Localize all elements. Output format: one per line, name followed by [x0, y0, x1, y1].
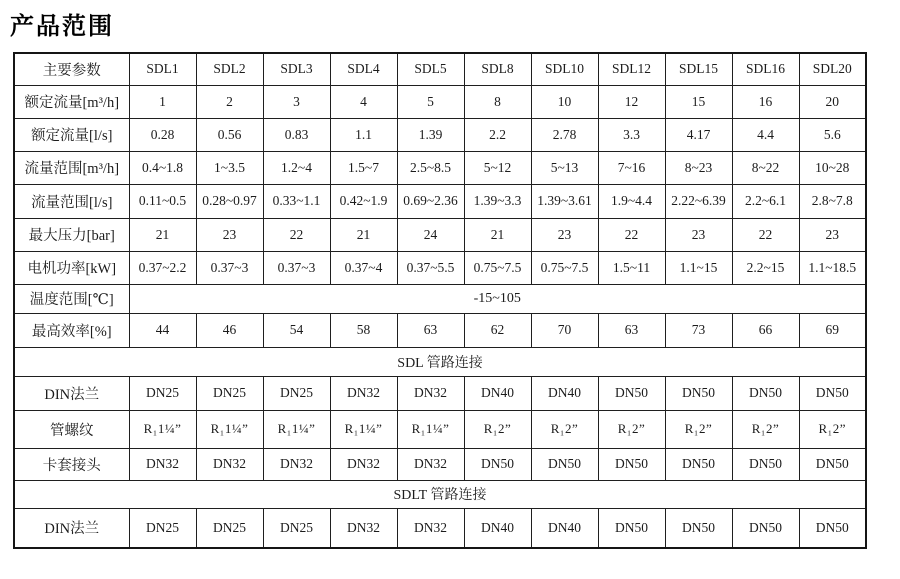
value-cell: DN32: [129, 448, 196, 480]
value-cell: 15: [665, 85, 732, 118]
row-label-cell: DIN法兰: [14, 508, 129, 548]
value-cell: R₁2”: [531, 410, 598, 448]
value-cell: 0.37~4: [330, 251, 397, 284]
value-cell: DN40: [464, 508, 531, 548]
table-row: [14, 284, 866, 313]
value-cell: 0.33~1.1: [263, 184, 330, 218]
row-label-cell: 温度范围[℃]: [14, 284, 129, 313]
value-cell: DN50: [665, 508, 732, 548]
value-cell: DN50: [665, 376, 732, 410]
value-cell: 4: [330, 85, 397, 118]
value-cell: 21: [330, 218, 397, 251]
product-range-table: [13, 52, 867, 549]
value-cell: 2.2: [464, 118, 531, 151]
value-cell: 1.1~15: [665, 251, 732, 284]
value-cell: 5~13: [531, 151, 598, 184]
value-cell: R₁1¼”: [263, 410, 330, 448]
value-cell: DN25: [263, 376, 330, 410]
value-cell: 12: [598, 85, 665, 118]
value-cell: 63: [397, 313, 464, 347]
value-cell: DN25: [129, 508, 196, 548]
value-cell: DN50: [598, 376, 665, 410]
value-cell: 1.2~4: [263, 151, 330, 184]
value-cell: DN32: [330, 508, 397, 548]
row-label-cell: 最高效率[%]: [14, 313, 129, 347]
section-span-cell: SDL 管路连接: [14, 347, 866, 376]
value-cell: 20: [799, 85, 866, 118]
value-cell: 54: [263, 313, 330, 347]
value-cell: 1.9~4.4: [598, 184, 665, 218]
row-label-cell: 电机功率[kW]: [14, 251, 129, 284]
value-cell: 0.37~5.5: [397, 251, 464, 284]
table-row: [14, 410, 866, 448]
column-header-cell: SDL12: [598, 53, 665, 85]
span-value-cell: -15~105: [129, 284, 866, 313]
value-cell: DN32: [330, 376, 397, 410]
column-header-cell: SDL5: [397, 53, 464, 85]
value-cell: 22: [263, 218, 330, 251]
table-row: [14, 118, 866, 151]
table-row: [14, 85, 866, 118]
row-label-cell: 额定流量[m³/h]: [14, 85, 129, 118]
value-cell: 0.28~0.97: [196, 184, 263, 218]
value-cell: R₁1¼”: [330, 410, 397, 448]
value-cell: 1.39~3.61: [531, 184, 598, 218]
value-cell: DN32: [397, 376, 464, 410]
table-row: [14, 313, 866, 347]
value-cell: 23: [665, 218, 732, 251]
table-row: [14, 184, 866, 218]
value-cell: 0.83: [263, 118, 330, 151]
value-cell: 2.22~6.39: [665, 184, 732, 218]
value-cell: DN50: [732, 508, 799, 548]
column-header-cell: SDL20: [799, 53, 866, 85]
value-cell: 24: [397, 218, 464, 251]
row-label-cell: 管螺纹: [14, 410, 129, 448]
value-cell: 1.5~11: [598, 251, 665, 284]
value-cell: 0.11~0.5: [129, 184, 196, 218]
value-cell: 66: [732, 313, 799, 347]
value-cell: 73: [665, 313, 732, 347]
value-cell: 4.17: [665, 118, 732, 151]
table-row: [14, 480, 866, 508]
value-cell: 16: [732, 85, 799, 118]
value-cell: 46: [196, 313, 263, 347]
value-cell: 5~12: [464, 151, 531, 184]
value-cell: 23: [196, 218, 263, 251]
value-cell: R₁2”: [598, 410, 665, 448]
value-cell: 1.39: [397, 118, 464, 151]
value-cell: DN50: [598, 448, 665, 480]
value-cell: 1.1: [330, 118, 397, 151]
value-cell: 1.5~7: [330, 151, 397, 184]
value-cell: 63: [598, 313, 665, 347]
table-row: [14, 218, 866, 251]
value-cell: DN40: [531, 376, 598, 410]
value-cell: 0.75~7.5: [464, 251, 531, 284]
value-cell: 2.78: [531, 118, 598, 151]
value-cell: 21: [129, 218, 196, 251]
column-header-cell: SDL1: [129, 53, 196, 85]
value-cell: R₁2”: [732, 410, 799, 448]
value-cell: R₁2”: [665, 410, 732, 448]
value-cell: 0.37~3: [263, 251, 330, 284]
value-cell: 2.8~7.8: [799, 184, 866, 218]
value-cell: 8: [464, 85, 531, 118]
value-cell: 2.5~8.5: [397, 151, 464, 184]
table-row: [14, 347, 866, 376]
value-cell: DN50: [799, 508, 866, 548]
value-cell: 0.37~3: [196, 251, 263, 284]
value-cell: 5.6: [799, 118, 866, 151]
value-cell: DN50: [732, 448, 799, 480]
value-cell: DN50: [732, 376, 799, 410]
value-cell: 3: [263, 85, 330, 118]
column-header-cell: SDL10: [531, 53, 598, 85]
value-cell: 7~16: [598, 151, 665, 184]
value-cell: DN50: [799, 448, 866, 480]
column-header-cell: SDL16: [732, 53, 799, 85]
value-cell: DN50: [665, 448, 732, 480]
value-cell: 23: [799, 218, 866, 251]
value-cell: 5: [397, 85, 464, 118]
table-row: [14, 376, 866, 410]
column-header-cell: SDL2: [196, 53, 263, 85]
value-cell: 1.1~18.5: [799, 251, 866, 284]
value-cell: DN32: [397, 508, 464, 548]
row-label-cell: 流量范围[m³/h]: [14, 151, 129, 184]
value-cell: 0.4~1.8: [129, 151, 196, 184]
value-cell: DN50: [464, 448, 531, 480]
row-label-cell: 额定流量[l/s]: [14, 118, 129, 151]
value-cell: 70: [531, 313, 598, 347]
value-cell: 2.2~6.1: [732, 184, 799, 218]
table-row: [14, 448, 866, 480]
value-cell: 8~22: [732, 151, 799, 184]
value-cell: R₁1¼”: [129, 410, 196, 448]
section-span-cell: SDLT 管路连接: [14, 480, 866, 508]
row-label-cell: 卡套接头: [14, 448, 129, 480]
value-cell: 0.37~2.2: [129, 251, 196, 284]
page-title: 产品范围: [10, 13, 114, 40]
table-body: [14, 53, 866, 548]
value-cell: 2: [196, 85, 263, 118]
value-cell: R₁1¼”: [196, 410, 263, 448]
corner-header-cell: 主要参数: [14, 53, 129, 85]
column-header-cell: SDL3: [263, 53, 330, 85]
value-cell: 1.39~3.3: [464, 184, 531, 218]
value-cell: 3.3: [598, 118, 665, 151]
value-cell: 0.56: [196, 118, 263, 151]
value-cell: 62: [464, 313, 531, 347]
value-cell: 0.42~1.9: [330, 184, 397, 218]
value-cell: 4.4: [732, 118, 799, 151]
column-header-cell: SDL8: [464, 53, 531, 85]
value-cell: 58: [330, 313, 397, 347]
column-header-cell: SDL4: [330, 53, 397, 85]
value-cell: 10: [531, 85, 598, 118]
row-label-cell: DIN法兰: [14, 376, 129, 410]
value-cell: DN32: [397, 448, 464, 480]
value-cell: DN40: [464, 376, 531, 410]
value-cell: 0.69~2.36: [397, 184, 464, 218]
header-row: [14, 53, 866, 85]
value-cell: R₁1¼”: [397, 410, 464, 448]
value-cell: DN25: [196, 376, 263, 410]
value-cell: DN40: [531, 508, 598, 548]
value-cell: DN50: [799, 376, 866, 410]
value-cell: DN50: [531, 448, 598, 480]
value-cell: 21: [464, 218, 531, 251]
value-cell: R₁2”: [464, 410, 531, 448]
row-label-cell: 流量范围[l/s]: [14, 184, 129, 218]
row-label-cell: 最大压力[bar]: [14, 218, 129, 251]
value-cell: DN50: [598, 508, 665, 548]
value-cell: 0.75~7.5: [531, 251, 598, 284]
value-cell: DN25: [196, 508, 263, 548]
value-cell: 0.28: [129, 118, 196, 151]
value-cell: DN32: [196, 448, 263, 480]
table-row: [14, 251, 866, 284]
value-cell: R₁2”: [799, 410, 866, 448]
value-cell: 2.2~15: [732, 251, 799, 284]
value-cell: 1: [129, 85, 196, 118]
value-cell: DN25: [129, 376, 196, 410]
value-cell: 22: [732, 218, 799, 251]
column-header-cell: SDL15: [665, 53, 732, 85]
table-row: [14, 151, 866, 184]
value-cell: 22: [598, 218, 665, 251]
value-cell: 44: [129, 313, 196, 347]
table-row: [14, 508, 866, 548]
value-cell: 69: [799, 313, 866, 347]
value-cell: 8~23: [665, 151, 732, 184]
value-cell: 10~28: [799, 151, 866, 184]
value-cell: 23: [531, 218, 598, 251]
value-cell: DN32: [330, 448, 397, 480]
value-cell: DN32: [263, 448, 330, 480]
value-cell: 1~3.5: [196, 151, 263, 184]
value-cell: DN25: [263, 508, 330, 548]
